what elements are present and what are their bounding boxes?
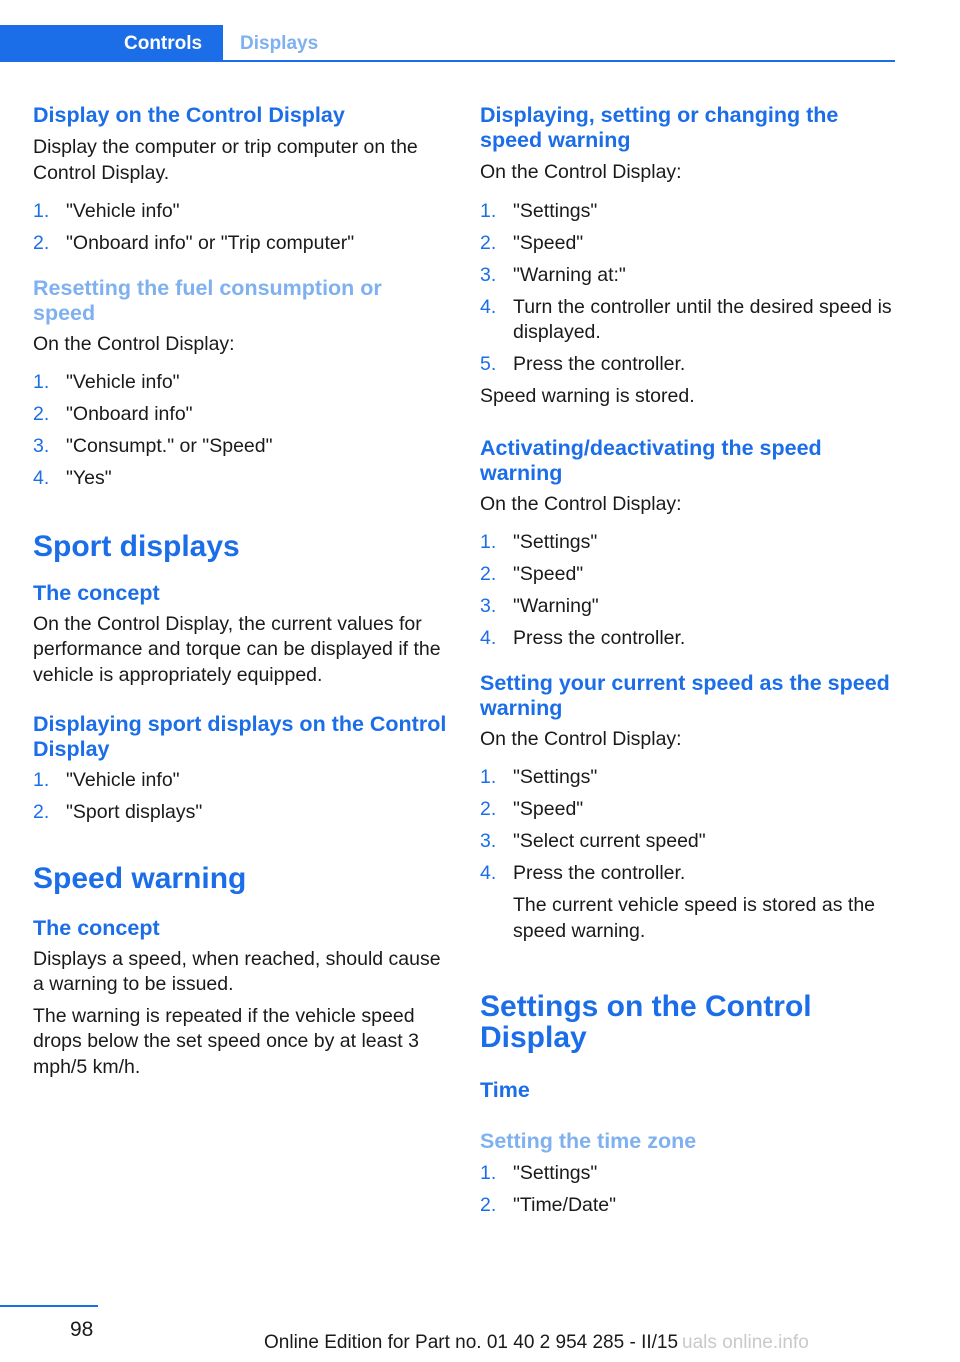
set-result: Speed warning is stored. <box>480 385 695 407</box>
display-text: Display the computer or trip computer on the Control Display. <box>33 136 418 184</box>
watermark: uals online.info <box>682 1332 809 1353</box>
sport-concept-text: On the Control Display, the current values for performance and torque can be displayed if the vehicle is appropriately equipped. <box>33 612 441 686</box>
speed-warning-title: Speed warning <box>33 861 247 895</box>
right-column <box>480 103 900 1225</box>
timezone-heading: Setting the time zone <box>480 1129 697 1153</box>
set-speed-warning-heading: Displaying, setting or changing the speed warning <box>480 103 839 152</box>
list-item: 1. "Vehicle info" <box>33 200 180 222</box>
list-item: 3. "Consumpt." or "Speed" <box>33 435 273 457</box>
reset-intro: On the Control Display: <box>33 332 235 355</box>
tab-controls[interactable]: Controls <box>0 25 223 62</box>
sport-concept-heading: The concept <box>33 580 160 605</box>
activate-heading: Activating/deactivating the speed warning <box>480 435 822 485</box>
list-item: 1. "Settings" <box>480 766 598 788</box>
time-heading: Time <box>480 1078 530 1102</box>
list-item: 4. "Yes" <box>33 467 112 489</box>
speed-concept-text-1: Displays a speed, when reached, should cause a warning to be issued. <box>33 947 441 995</box>
timezone-steps <box>480 1161 900 1219</box>
tab-displays[interactable]: Displays <box>240 33 319 54</box>
sport-display-heading: Displaying sport displays on the Control Display <box>33 712 447 761</box>
list-item: 3. "Warning at:" <box>480 263 626 286</box>
list-item: 1. "Vehicle info" <box>33 769 180 791</box>
edition-text: Online Edition for Part no. 01 40 2 954 285 - II/15 <box>264 1332 679 1353</box>
current-result: The current vehicle speed is stored as the speed warning. <box>513 894 876 942</box>
list-item: 3. "Warning" <box>480 595 599 617</box>
list-item: 1. "Vehicle info" <box>33 371 180 393</box>
activate-intro: On the Control Display: <box>480 492 682 515</box>
list-item: 2. "Onboard info" <box>33 403 193 425</box>
list-item: 2. "Speed" <box>480 563 584 585</box>
list-item: 4. Press the controller. <box>480 862 686 884</box>
header-tabbar <box>0 25 895 62</box>
list-item: 4. Press the controller. <box>480 627 686 649</box>
header-rule <box>0 60 895 62</box>
list-item: 3. "Select current speed" <box>480 830 706 852</box>
page-number: 98 <box>70 1318 94 1341</box>
list-item: 1. "Settings" <box>480 199 598 222</box>
current-speed-heading: Setting your current speed as the speed warning <box>480 670 890 720</box>
reset-heading: Resetting the fuel consumption or speed <box>33 275 382 325</box>
list-item: 1. "Settings" <box>480 531 598 553</box>
set-intro: On the Control Display: <box>480 161 682 183</box>
list-item: 2. "Speed" <box>480 231 584 254</box>
reset-steps <box>33 370 448 492</box>
list-item: 2. "Speed" <box>480 798 584 820</box>
current-steps <box>480 765 900 887</box>
list-item: 4. Turn the controller until the desired speed is displayed. <box>480 295 892 343</box>
activate-steps <box>480 530 900 652</box>
left-column <box>33 103 448 1080</box>
list-item: 1. "Settings" <box>480 1162 598 1184</box>
speed-concept-heading: The concept <box>33 915 160 940</box>
footer-rule <box>0 1305 98 1307</box>
list-item: 2. "Sport displays" <box>33 801 203 823</box>
sport-display-steps <box>33 768 448 826</box>
current-intro: On the Control Display: <box>480 727 682 750</box>
sport-displays-title: Sport displays <box>33 529 240 563</box>
list-item: 2. "Time/Date" <box>480 1194 617 1216</box>
settings-title: Settings on the Control Display <box>480 990 812 1054</box>
set-steps <box>480 199 900 378</box>
display-heading: Display on the Control Display <box>33 103 345 127</box>
display-steps <box>33 199 448 257</box>
list-item: 5. Press the controller. <box>480 353 686 375</box>
speed-concept-text-2: The warning is repeated if the vehicle speed drops below the set speed once by at least 3 mph/5 km/h. <box>33 1004 419 1078</box>
list-item: 2. "Onboard info" or "Trip computer" <box>33 232 355 254</box>
